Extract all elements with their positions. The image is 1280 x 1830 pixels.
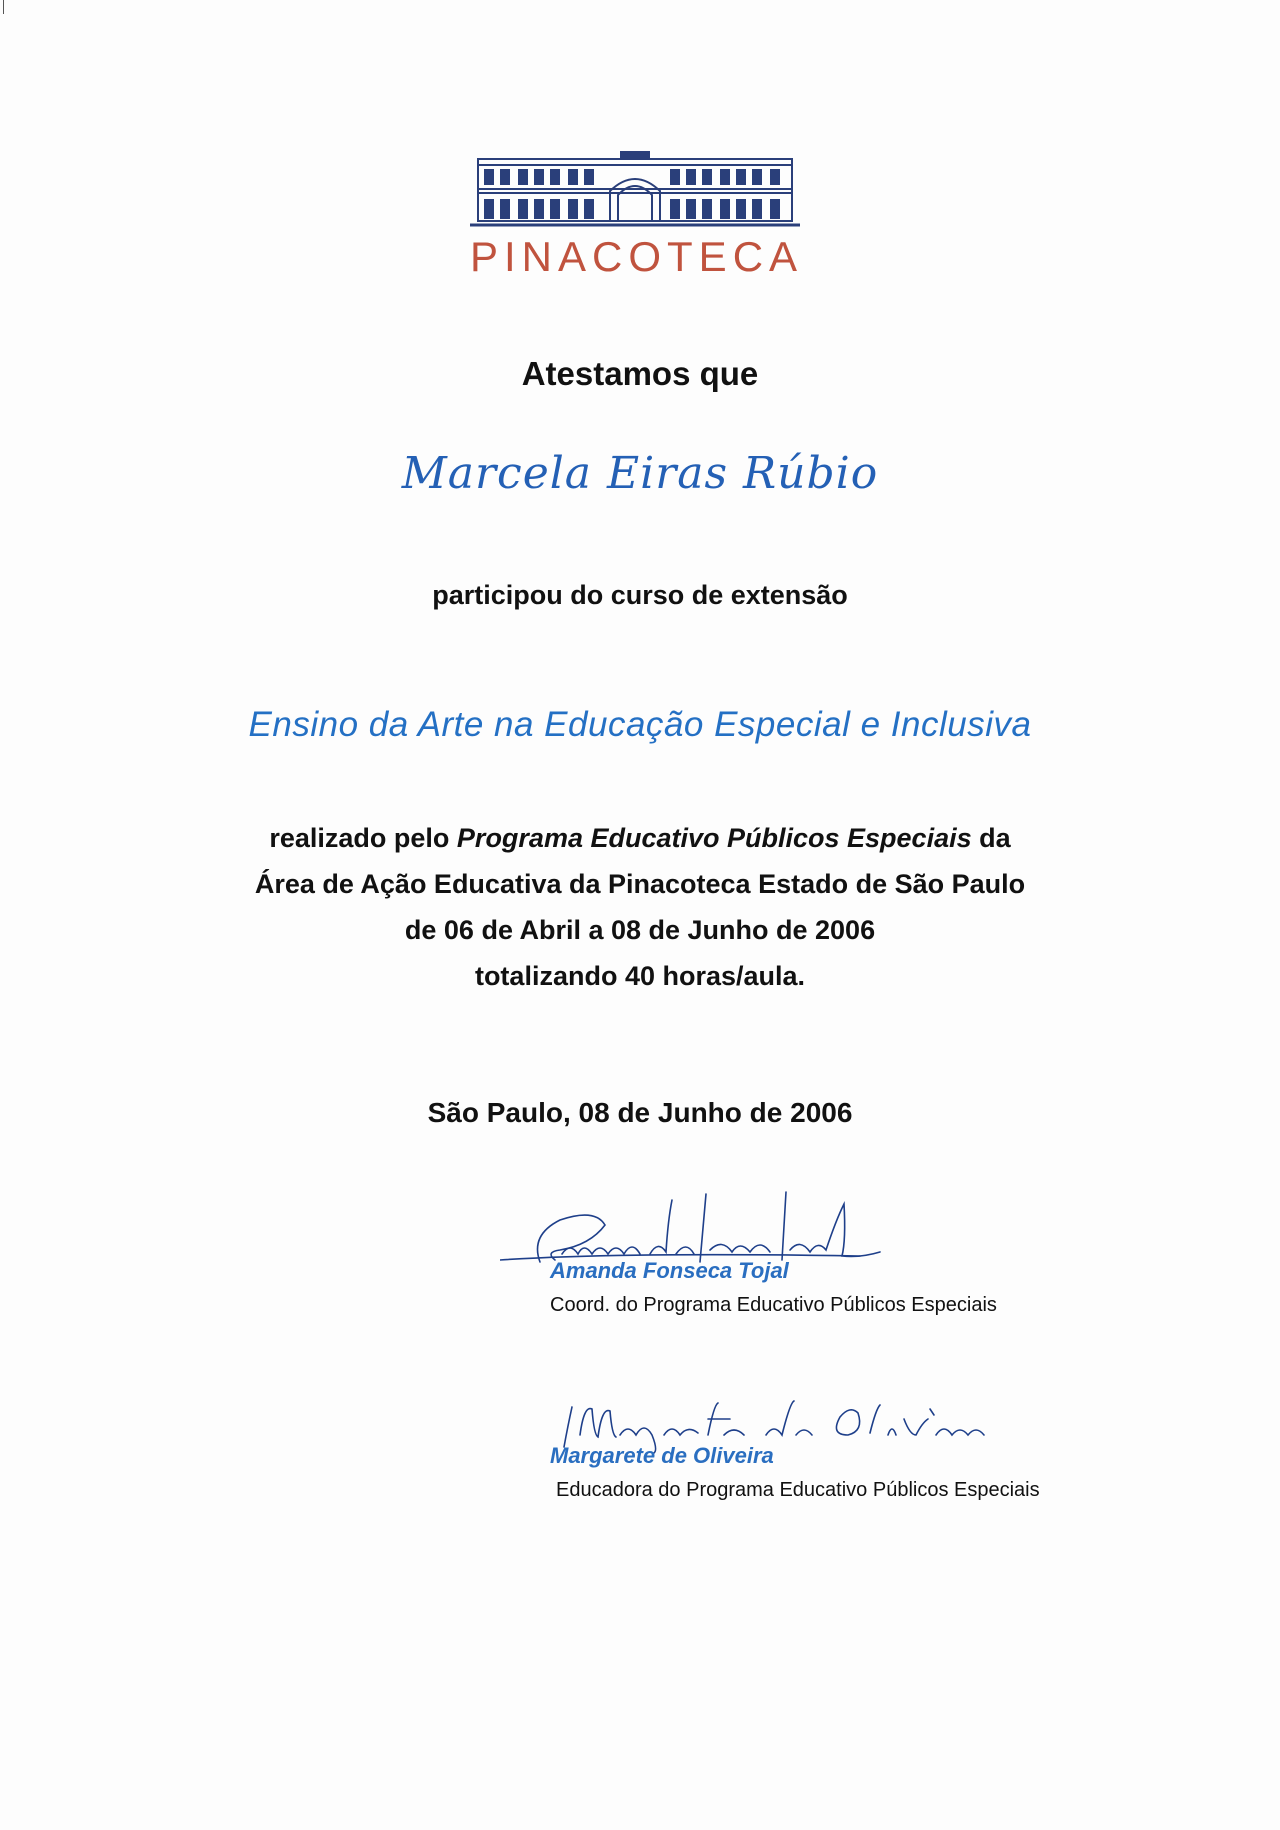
body-line-2: Área de Ação Educativa da Pinacoteca Estado de São Paulo [254,869,1026,899]
recipient-name: Marcela Eiras Rúbio [401,448,879,499]
body-line-1 [0,823,1280,854]
signatory-role-2: Educadora do Programa Educativo Públicos Especiais [556,1479,1040,1501]
body-line-4: totalizando 40 horas/aula. [474,961,806,991]
signatory-name-2: Margarete de Oliveira [550,1443,774,1468]
scan-edge-mark [3,0,4,14]
certificate-heading: Atestamos que [521,355,759,392]
body-line-1-prefix: realizado pelo [269,823,457,853]
place-and-date: São Paulo, 08 de Junho de 2006 [427,1097,853,1128]
signatory-name-1: Amanda Fonseca Tojal [550,1258,789,1283]
course-title: Ensino da Arte na Educação Especial e Inclusiva [248,705,1032,744]
signatory-role-1: Coord. do Programa Educativo Públicos Especiais [550,1294,997,1316]
body-line-3: de 06 de Abril a 08 de Junho de 2006 [404,915,876,945]
participation-statement: participou do curso de extensão [432,580,848,610]
program-name: Programa Educativo Públicos Especiais [456,823,972,853]
logo-wordmark: PINACOTECA [470,233,804,280]
museum-building-icon [470,145,800,235]
body-line-1-suffix: da [971,823,1011,853]
pinacoteca-logo [470,145,804,285]
